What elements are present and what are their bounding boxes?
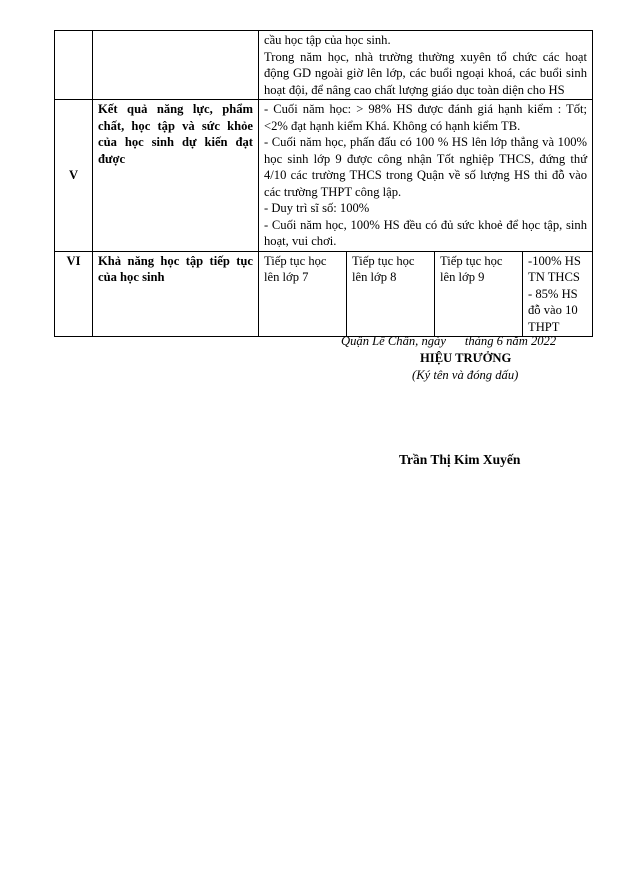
content-line: Trong năm học, nhà trường thường xuyên tổ chức các hoạt động GD ngoài giờ lên lớp, các buổi ngoại khoá, các buổi sinh hoạt đội, để nâng cao chất lượng giáo dục toàn diện cho HS (264, 49, 588, 97)
table-row-vi (55, 251, 593, 337)
content-line: - Cuối năm học: > 98% HS được đánh giá hạnh kiểm : Tốt; <2% đạt hạnh kiểm Khá. Không có hạnh kiểm TB. (264, 102, 588, 133)
content-cell (259, 100, 593, 252)
signer-name: Trần Thị Kim Xuyến (399, 452, 521, 467)
table-row-v (55, 100, 593, 252)
content-line: - Cuối năm học, phấn đấu có 100 % HS lên lớp thẳng và 100% học sinh lớp 9 được công nhận Tốt nghiệp THCS, đứng thứ 4/10 các trường THCS trong Quận về số lượng HS thi đỗ vào các trường THPT công lập. (264, 135, 588, 199)
plan-table (54, 30, 593, 337)
content-line: cầu học tập của học sinh. (264, 33, 391, 47)
grade-8-cell: Tiếp tục học lên lớp 9 (435, 251, 523, 337)
row-number: VI (55, 251, 93, 337)
signer-title: HIỆU TRƯỞNG (420, 351, 512, 365)
content-cell (259, 31, 593, 100)
row-number: V (55, 100, 93, 252)
place-date: Quận Lê Chân, ngày tháng 6 năm 2022 (341, 334, 557, 348)
grade-7-cell: Tiếp tục học lên lớp 8 (347, 251, 435, 337)
table-row-continued (55, 31, 593, 100)
criterion-cell (93, 31, 259, 100)
content-line: - Cuối năm học, 100% HS đều có đủ sức khoẻ để học tập, sinh hoạt, vui chơi. (264, 217, 588, 248)
criterion-cell: Khả năng học tập tiếp tục của học sinh (93, 251, 259, 337)
grade-6-cell: Tiếp tục học lên lớp 7 (259, 251, 347, 337)
number-cell (55, 31, 93, 100)
criterion-cell: Kết quả năng lực, phẩm chất, học tập và sức khỏe của học sinh dự kiến đạt được (93, 100, 259, 252)
content-line: - Duy trì sĩ số: 100% (264, 201, 370, 215)
grade-9-cell: -100% HS TN THCS - 85% HS đỗ vào 10 THPT (523, 251, 593, 337)
signature-note: (Ký tên và đóng dấu) (412, 368, 519, 382)
